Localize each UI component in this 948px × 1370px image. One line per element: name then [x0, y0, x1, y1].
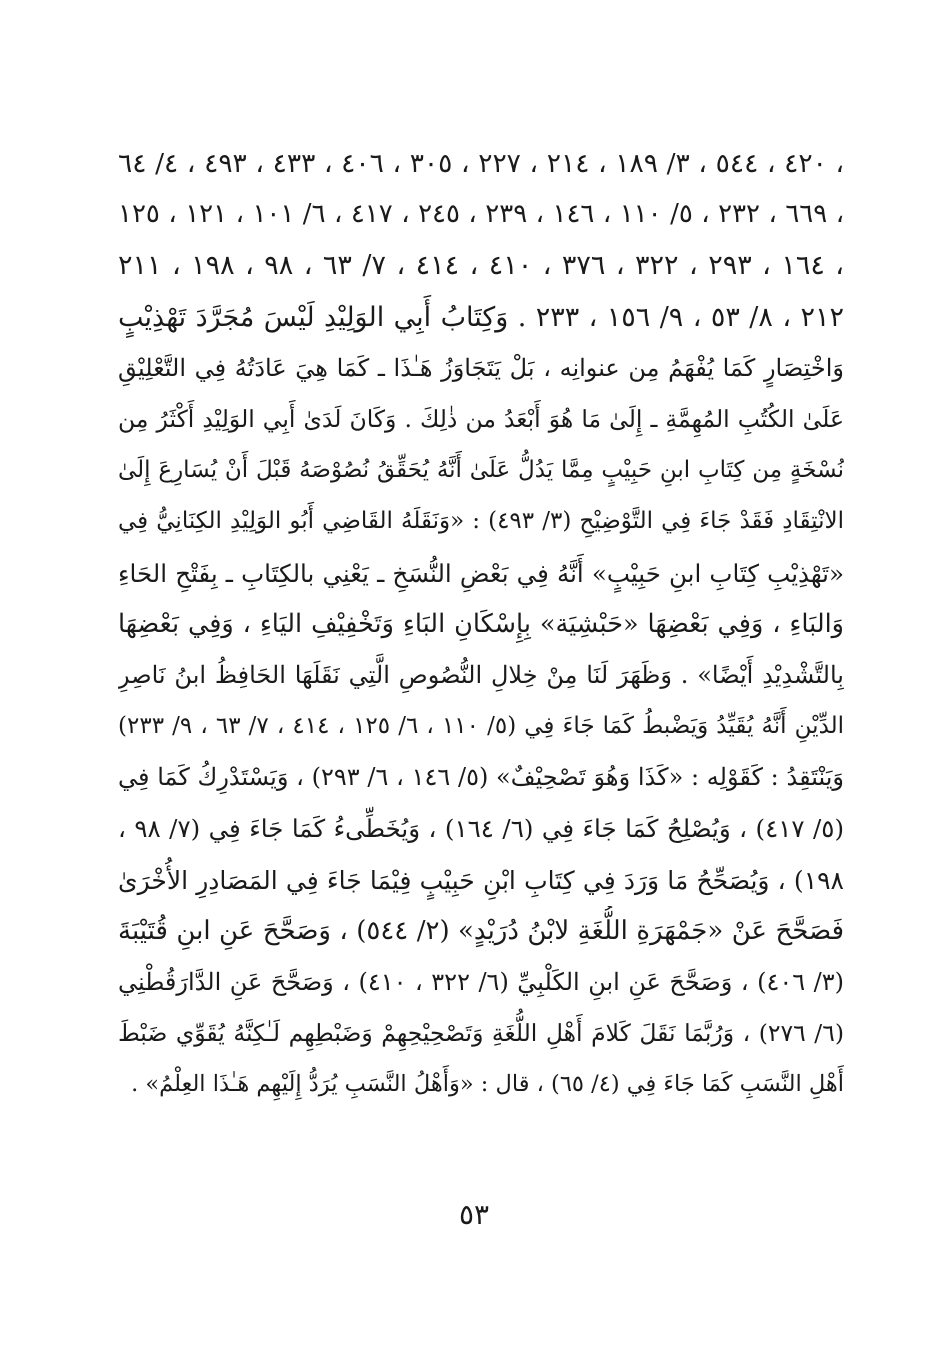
text-line: وَالبَاءِ ، وَفِي بَعْضِهَا «حَبْشِيَة» بِإِسْكَانِ البَاءِ وَتَخْفِيْفِ اليَاءِ ، وَفِي بَعْضِهَا — [118, 608, 844, 639]
text-line-last: أَهْلِ النَّسَبِ كَمَا جَاءَ فِي (٤/ ٦٥) ، قال : «وَأَهْلُ النَّسَبِ يُرَدُّ إِلَيْهِم هَـٰذَا العِلْمُ» . — [131, 1071, 844, 1098]
text-line: ٢١٢ ، ٨/ ٥٣ ، ٩/ ١٥٦ ، ٢٣٣ . وَكِتَابُ أَبِي الوَلِيْدِ لَيْسَ مُجَرَّدَ تَهْذِيْبٍ — [118, 301, 844, 333]
body-text — [118, 138, 844, 1111]
text-line: بِالتَّشْدِيْدِ أَيْضًا» . وَظَهَرَ لَنَا مِنْ خِلالِ النُّصُوصِ الَّتِي نَقَلَهَا الحَافِظُ ابنُ نَاصِرِ — [118, 660, 844, 689]
page-number: ٥٣ — [458, 1198, 490, 1231]
text-line: وَيَنْتَقِدُ : كَقَوْلِه : «كَذَا وَهُوَ تَصْحِيْفٌ» (٥/ ١٤٦ ، ٦/ ٢٩٣) ، وَيَسْتَدْرِكُ كَمَا فِي — [118, 763, 844, 792]
text-line: وَاخْتِصَارٍ كَمَا يُفْهَمُ مِن عنوانِه ، بَلْ يَتَجَاوَزُ هَـٰذَا ـ كَمَا هِيَ عَادَتُهُ فِي التَّعْلِيْقِ — [118, 353, 844, 382]
text-line: ١٩٨) ، وَيُصَحِّحُ مَا وَرَدَ فِي كِتَابِ ابْنِ حَبِيْبٍ فِيْمَا جَاءَ فِي المَصَادِرِ الأُخْرَىٰ — [118, 865, 844, 895]
text-line: ٦٦٩ ، ٢٣٢ ، ٥/ ١١٠ ، ١٤٦ ، ٢٣٩ ، ٢٤٥ ، ٤١٧ ، ٦/ ١٠١ ، ١٢١ ، ١٢٥ ، — [118, 199, 844, 230]
text-line: ١٦٤ ، ٢٩٣ ، ٣٢٢ ، ٣٧٦ ، ٤١٠ ، ٤١٤ ، ٧/ ٦٣ ، ٩٨ ، ١٩٨ ، ٢١١ ، — [118, 250, 844, 282]
text-line: ٤٢٠ ، ٥٤٤ ، ٣/ ١٨٩ ، ٢١٤ ، ٢٢٧ ، ٣٠٥ ، ٤٠٦ ، ٤٣٣ ، ٤٩٣ ، ٤/ ٦٤ ، — [118, 148, 844, 179]
text-line: فَصَحَّحَ عَنْ «جَمْهَرَةِ اللُّغَةِ لابْنُ دُرَيْدٍ» (٢/ ٥٤٤) ، وَصَحَّحَ عَنِ ابنِ قُتَيْبَةَ — [118, 915, 844, 946]
text-line: (٥/ ٤١٧) ، وَيُصْلِحُ كَمَا جَاءَ فِي (٦/ ١٦٤) ، وَيُخَطِّىءُ كَمَا جَاءَ فِي (٧/ ٩٨ ، — [118, 814, 844, 844]
text-line: (٦/ ٢٧٦) ، وَرُبَّمَا نَقَلَ كَلامَ أَهْلِ اللُّغَةِ وَتَصْحِيْحِهِمْ وَضَبْطِهِم لَـٰكِنَّهُ يُقَوِّي ضَبْطَ — [118, 1019, 844, 1048]
text-line: الدِّيْنِ أَنَّهُ يُقَيِّدُ وَيَضْبطُ كَمَا جَاءَ فِي (٥/ ١١٠ ، ٦/ ١٢٥ ، ٤١٤ ، ٧/ ٦٣ ، ٩/ ٢٣٣) — [118, 713, 844, 740]
text-line: عَلَىٰ الكُتُبِ المُهِمَّةِ ـ إِلَىٰ مَا هُوَ أَبْعَدُ من ذٰلِكَ . وَكَانَ لَدَىٰ أَبِي الوَلِيْدِ أَكْثَرُ مِن — [118, 404, 844, 433]
text-line: الانْتِقَادِ فَقَدْ جَاءَ فِي التَّوْضِيْحِ (٣/ ٤٩٣) : «وَنَقَلَهُ القَاضِي أَبُو الوَلِيْدِ الكِنَانِيُّ فِي — [118, 508, 844, 535]
text-line: نُسْخَةٍ مِن كِتَابِ ابنِ حَبِيْبٍ مِمَّا يَدُلُّ عَلَىٰ أَنَّهُ يُحَقِّقُ نُصُوْصَهُ قَبْلَ أَنْ يُسَارِعَ إِلَىٰ — [118, 457, 844, 484]
text-line: (٣/ ٤٠٦) ، وَصَحَّحَ عَنِ ابنِ الكَلْبِيِّ (٦/ ٣٢٢ ، ٤١٠) ، وَصَحَّحَ عَنِ الدَّارَقُطْنِي — [118, 968, 844, 996]
text-line: «تَهْذِيْبِ كِتَابِ ابنِ حَبِيْبٍ» أَنَّهُ فِي بَعْضِ النُّسَخِ ـ يَعْنِي بالكِتَابِ ـ بِفَتْحِ الحَاءِ — [118, 558, 844, 588]
